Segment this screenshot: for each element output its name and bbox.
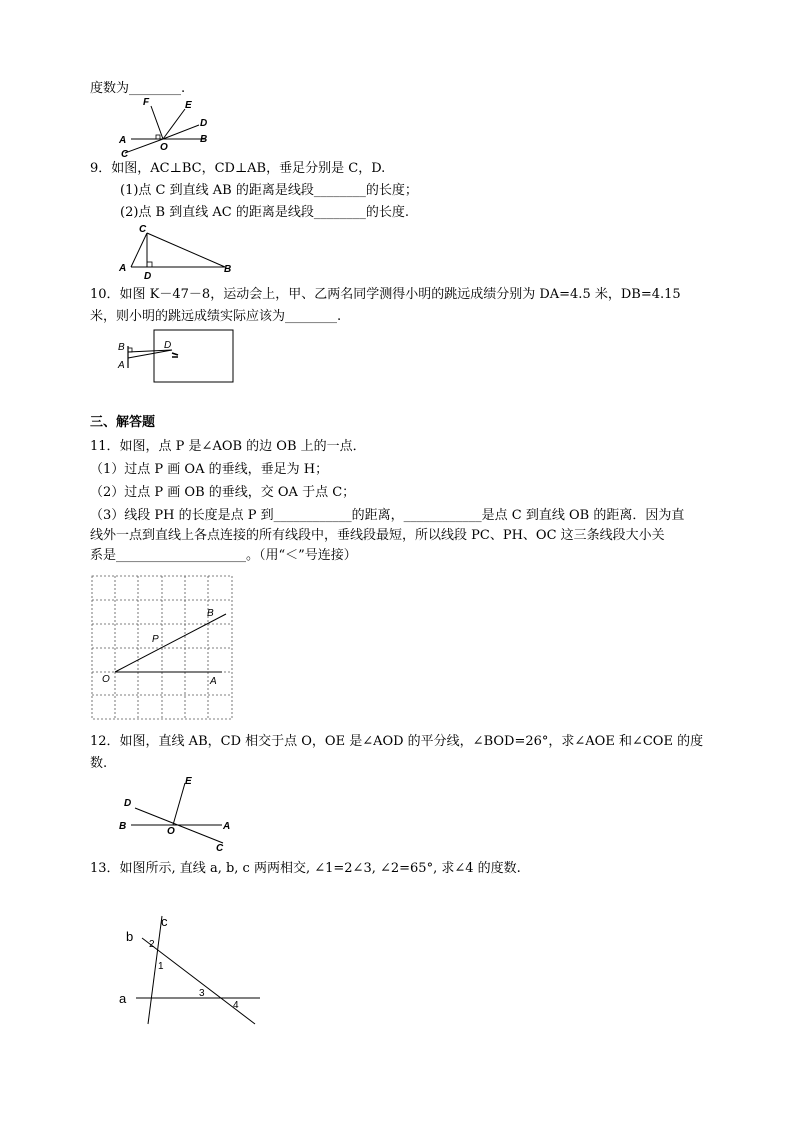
figure-q8: [115, 95, 225, 157]
fig9-label-A: A: [119, 263, 127, 274]
fig12-label-C: C: [216, 843, 224, 852]
fig8-label-F: F: [143, 97, 150, 108]
fig11-label-B: B: [207, 608, 214, 619]
fig10-label-D: D: [164, 340, 172, 351]
q11-part3b: 线外一点到直线上各点连接的所有线段中，垂线段最短，所以线段 PC、PH、OC 这三条线段大小关: [90, 528, 665, 543]
section-title: 三、解答题: [90, 415, 156, 430]
fig8-label-O: O: [160, 142, 168, 153]
fig13-label-c: c: [161, 914, 168, 929]
fig9-label-C: C: [139, 224, 147, 235]
fig12-label-A: A: [223, 821, 231, 832]
fig13-angle-4: 4: [233, 1000, 239, 1011]
q12-line2: 数.: [90, 756, 108, 771]
fig13-label-a: a: [119, 991, 127, 1006]
fig13-angle-1: 1: [158, 961, 164, 972]
fig10-label-B: B: [118, 342, 125, 353]
fig10-label-A: A: [118, 360, 125, 371]
fig11-label-P: P: [152, 634, 159, 645]
fig8-label-B: B: [200, 134, 208, 145]
fig8-label-C: C: [121, 149, 129, 157]
fig11-label-A: A: [210, 676, 217, 687]
fig8-label-D: D: [200, 118, 208, 129]
fig13-angle-3: 3: [199, 988, 205, 999]
q11-part2: （2）过点 P 画 OB 的垂线，交 OA 于点 C；: [90, 485, 356, 500]
fig12-label-D: D: [124, 798, 132, 809]
fig9-label-B: B: [224, 264, 232, 275]
fig12-label-B: B: [119, 821, 127, 832]
q11-part3c: 系是____________________。（用“＜”号连接）: [90, 548, 357, 563]
q11-stem: 11．如图，点 P 是∠AOB 的边 OB 上的一点．: [90, 439, 366, 454]
q12-line1: 12．如图，直线 AB，CD 相交于点 O，OE 是∠AOD 的平分线，∠BOD=26°，求∠AOE 和∠COE 的度: [90, 734, 704, 749]
fig8-label-E: E: [185, 100, 192, 111]
q9-part1: (1)点 C 到直线 AB 的距离是线段________的长度；: [120, 183, 418, 198]
q11-part1: （1）过点 P 画 OA 的垂线，垂足为 H；: [90, 462, 329, 477]
figure-q9: [115, 222, 240, 280]
q8-tail: 度数为________.: [90, 81, 186, 96]
fig9-label-D: D: [144, 271, 152, 280]
fig13-angle-2: 2: [149, 939, 155, 950]
figure-q12: [115, 772, 240, 852]
q9-part2: (2)点 B 到直线 AC 的距离是线段________的长度.: [120, 205, 409, 220]
fig8-label-A: A: [119, 135, 127, 146]
q11-part3a: （3）线段 PH 的长度是点 P 到____________的距离，____________是点 C 到直线 OB 的距离．因为直: [90, 508, 685, 523]
q13-stem: 13．如图所示, 直线 a, b, c 两两相交, ∠1=2∠3, ∠2=65°, 求∠4 的度数.: [90, 861, 521, 876]
figure-q11: [90, 574, 235, 722]
fig11-label-O: O: [102, 674, 110, 685]
q10-line2: 米，则小明的跳远成绩实际应该为________.: [90, 309, 342, 324]
figure-q10: [112, 328, 237, 386]
fig13-label-b: b: [126, 929, 134, 944]
fig12-label-E: E: [185, 776, 192, 787]
figure-q13: [110, 912, 265, 1027]
fig12-label-O: O: [167, 826, 175, 837]
q9-stem: 9．如图，AC⊥BC，CD⊥AB，垂足分别是 C，D.: [90, 161, 386, 176]
q10-line1: 10．如图 K－47－8，运动会上，甲、乙两名同学测得小明的跳远成绩分别为 DA=4.5 米，DB=4.15: [90, 287, 681, 302]
